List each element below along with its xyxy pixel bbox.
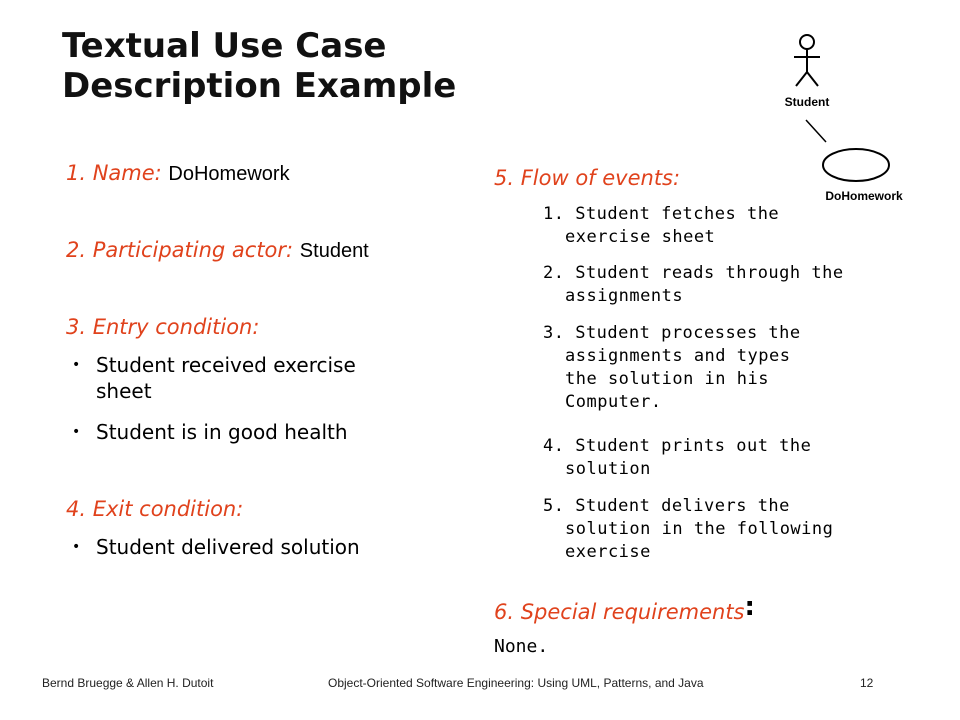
actor-label: Student — [784, 95, 830, 109]
special-requirements-colon: : — [744, 592, 755, 622]
bullet-icon: • — [72, 424, 81, 440]
flow-step-5-line-2: solution in the following — [565, 519, 834, 539]
footer-page-number: 12 — [860, 676, 874, 690]
special-requirements-label: 6. Special requirements — [494, 600, 745, 624]
exit-bullet-1-text: Student delivered solution — [96, 535, 360, 559]
flow-step-1-line-1: 1. Student fetches the — [543, 204, 780, 224]
slide-title-line-2: Description Example — [62, 66, 457, 106]
flow-step-4-line-1: 4. Student prints out the — [543, 436, 812, 456]
entry-bullet-1-line-2: sheet — [96, 379, 152, 403]
flow-step-5 — [543, 495, 883, 564]
bullet-icon: • — [72, 539, 81, 555]
actor-stick-figure-icon — [794, 35, 820, 86]
flow-step-2-line-2: assignments — [565, 286, 684, 306]
use-case-diagram — [770, 28, 950, 208]
participating-actor-value: Student — [299, 240, 369, 262]
flow-step-4 — [543, 435, 883, 481]
participating-actor-label: 2. Participating actor: — [66, 238, 300, 262]
use-case-ellipse — [823, 149, 889, 181]
footer-authors: Bernd Bruegge & Allen H. Dutoit — [42, 676, 214, 690]
flow-step-1-line-2: exercise sheet — [565, 227, 716, 247]
flow-step-3-line-2: assignments and types — [565, 346, 791, 366]
name-value: DoHomework — [168, 163, 290, 185]
flow-step-5-line-1: 5. Student delivers the — [543, 496, 790, 516]
flow-step-4-line-2: solution — [565, 459, 651, 479]
entry-bullet-1-line-1: Student received exercise — [96, 353, 356, 377]
slide-title-line-1: Textual Use Case — [62, 26, 387, 66]
slide-title — [62, 26, 582, 106]
name-label: 1. Name: — [66, 161, 169, 185]
special-requirements-item — [494, 594, 755, 626]
flow-step-3 — [543, 322, 883, 414]
flow-step-5-line-3: exercise — [565, 542, 651, 562]
flow-step-2 — [543, 262, 883, 308]
actor-item — [66, 237, 369, 264]
flow-of-events-label: 5. Flow of events: — [494, 166, 681, 190]
bullet-icon: • — [72, 357, 81, 373]
flow-step-2-line-1: 2. Student reads through the — [543, 263, 844, 283]
use-case-label: DoHomework — [825, 189, 903, 203]
flow-step-1 — [543, 203, 883, 249]
flow-step-3-line-4: Computer. — [565, 392, 662, 412]
name-item — [66, 160, 290, 187]
entry-bullet-2-text: Student is in good health — [96, 420, 348, 444]
entry-condition-label: 3. Entry condition: — [66, 315, 260, 339]
association-line — [806, 120, 826, 142]
footer-book-title: Object-Oriented Software Engineering: Using UML, Patterns, and Java — [328, 676, 704, 690]
special-requirements-value: None. — [494, 636, 549, 657]
flow-step-3-line-3: the solution in his — [565, 369, 769, 389]
exit-condition-label: 4. Exit condition: — [66, 497, 244, 521]
flow-step-3-line-1: 3. Student processes the — [543, 323, 801, 343]
